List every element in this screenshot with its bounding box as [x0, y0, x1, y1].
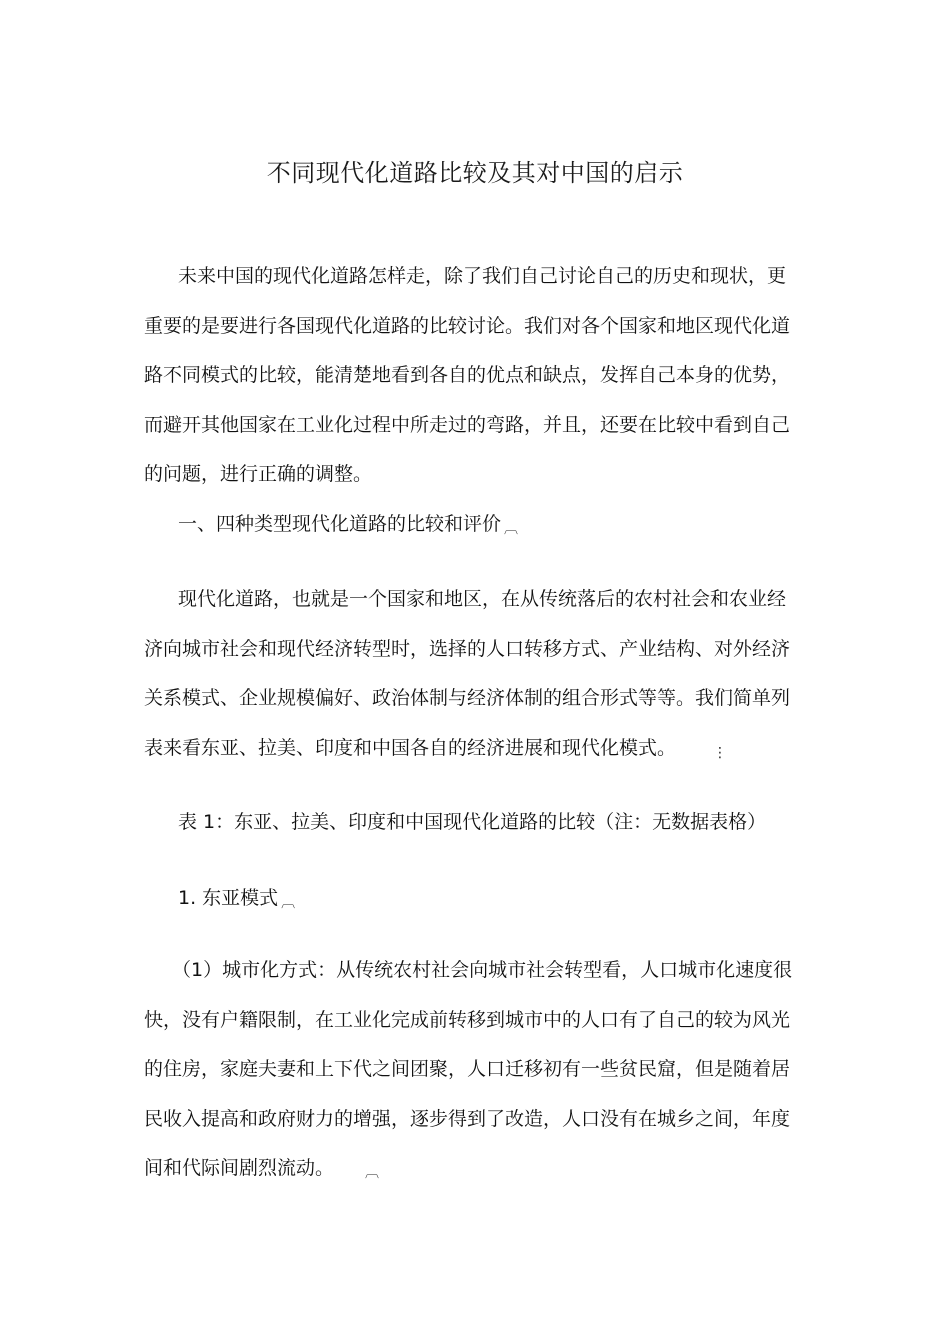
paragraph-intro [144, 252, 804, 500]
paragraph-urbanization [144, 946, 804, 1199]
vertical-ellipsis-glyph: ⋮ [713, 744, 728, 761]
paragraph-intro-text: 未来中国的现代化道路怎样走，除了我们自己讨论自己的历史和现状，更重要的是要进行各国现代化道路的比较讨论。我们对各个国家和地区现代化道路不同模式的比较，能清楚地看到各自的优点和缺点，发挥自己本身的优势，而避开其他国家在工业化过程中所走过的弯路，并且，还要在比较中看到自己的问题，进行正确的调整。 [144, 265, 791, 485]
section-mark-glyph: ︹ [281, 895, 296, 911]
subsection-heading-east-asia-text: 1. 东亚模式 [178, 887, 279, 909]
section-heading-1 [178, 510, 518, 543]
document-title: 不同现代化道路比较及其对中国的启示 [266, 159, 684, 187]
paragraph-modernization-path [144, 575, 804, 778]
paragraph-urbanization-text: （1）城市化方式：从传统农村社会向城市社会转型看，人口城市化速度很快，没有户籍限制，在工业化完成前转移到城市中的人口有了自己的较为风光的住房，家庭夫妻和上下代之间团聚，人口迁移初有一些贫民窟，但是随着居民收入提高和政府财力的增强，逐步得到了改造，人口没有在城乡之间，年度间和代际间剧烈流动。 [144, 959, 793, 1179]
paragraph-modernization-path-text: 现代化道路，也就是一个国家和地区，在从传统落后的农村社会和农业经济向城市社会和现代经济转型时，选择的人口转移方式、产业结构、对外经济关系模式、企业规模偏好、政治体制与经济体制的组合形式等等。我们简单列表来看东亚、拉美、印度和中国各自的经济进展和现代化模式。 [144, 588, 791, 759]
section-mark-glyph: ︹ [365, 1165, 380, 1181]
section-mark-glyph: ︹ [504, 521, 519, 537]
table-caption: 表 1：东亚、拉美、印度和中国现代化道路的比较（注：无数据表格） [178, 811, 767, 833]
subsection-heading-east-asia [178, 884, 295, 917]
section-heading-1-text: 一、四种类型现代化道路的比较和评价 [178, 513, 502, 535]
